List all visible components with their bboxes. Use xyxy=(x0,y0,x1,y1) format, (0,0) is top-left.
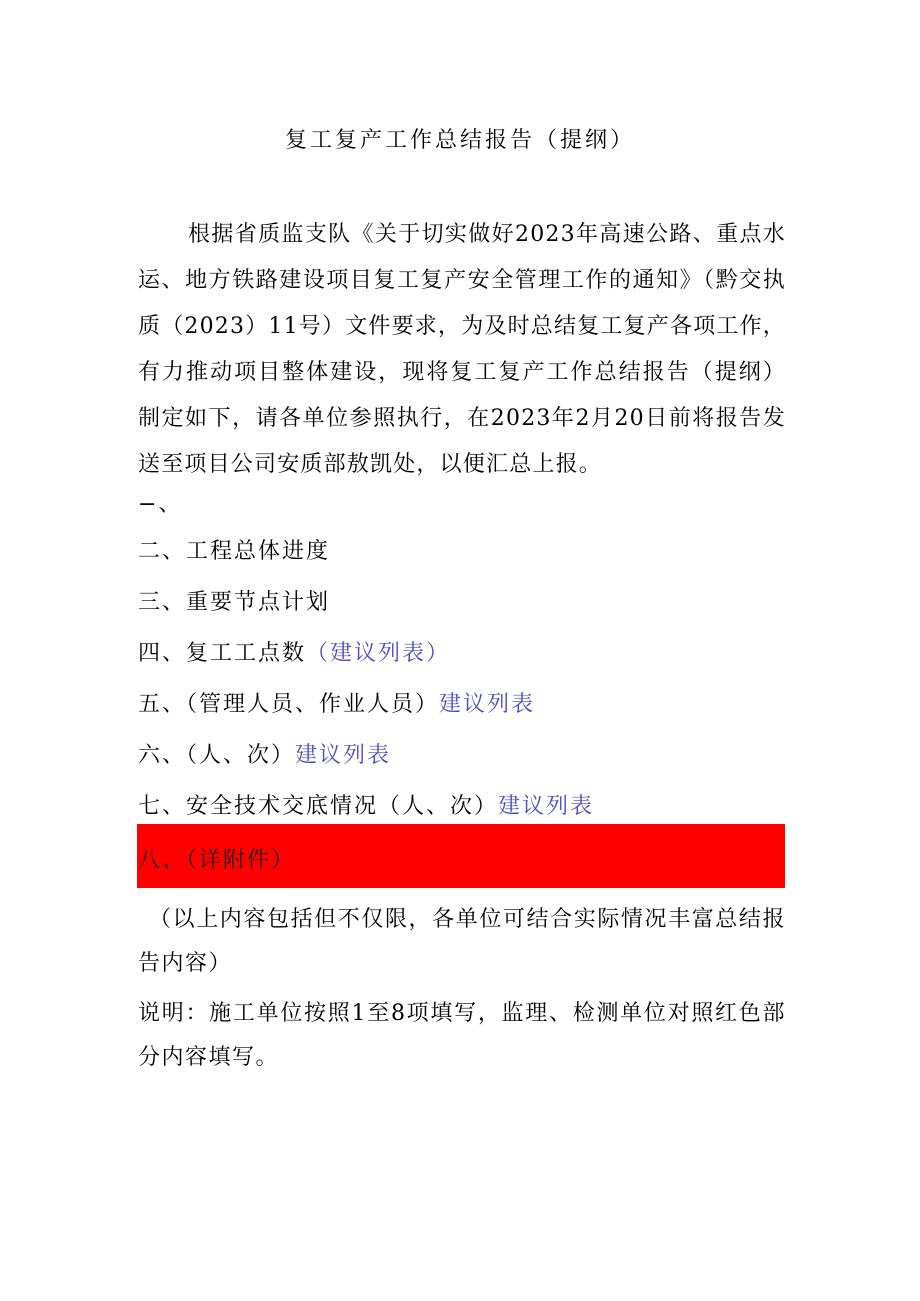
document-title: 复工复产工作总结报告（提纲） xyxy=(284,128,635,153)
outline-item-5-link[interactable]: 建议列表 xyxy=(439,692,536,717)
outline-item-3 xyxy=(138,586,330,620)
outline-item-6-link[interactable]: 建议列表 xyxy=(295,743,392,768)
outline-item-5 xyxy=(138,688,535,722)
outline-item-1-text: −、 xyxy=(138,492,183,517)
intro-paragraph: 根据省质监支队《关于切实做好2023年高速公路、重点水运、地方铁路建设项目复工复产安全管理工作的通知》（黔交执质（2023）11号）文件要求，为及时总结复工复产各项工作，有力推动项目整体建设，现将复工复产工作总结报告（提纲）制定如下，请各单位参照执行，在2023年2月20日前将报告发送至项目公司安质部敖凯处，以便汇总上报。 xyxy=(138,222,786,477)
outline-item-7-text: 七、安全技术交底情况（人、次） xyxy=(138,794,499,819)
outline-item-4-link[interactable]: （建议列表） xyxy=(306,641,451,666)
outline-item-2 xyxy=(138,535,330,569)
outline-item-7 xyxy=(138,790,594,824)
note-paragraph: （以上内容包括但不仅限，各单位可结合实际情况丰富总结报告内容） xyxy=(138,907,786,976)
highlight-band xyxy=(137,824,785,888)
outline-item-6 xyxy=(138,739,391,773)
outline-item-2-text: 二、工程总体进度 xyxy=(138,539,331,564)
outline-item-7-link[interactable]: 建议列表 xyxy=(498,794,595,819)
outline-item-4-text: 四、复工工点数 xyxy=(138,641,307,666)
outline-item-3-text: 三、重要节点计划 xyxy=(138,590,331,615)
outline-item-8-text: 八、（详附件） xyxy=(138,848,296,873)
outline-item-4 xyxy=(138,637,450,671)
explanation-paragraph: 说明：施工单位按照1至8项填写，监理、检测单位对照红色部分内容填写。 xyxy=(138,1001,786,1070)
outline-item-6-text: 六、（人、次） xyxy=(138,743,296,768)
outline-item-5-text: 五、（管理人员、作业人员） xyxy=(138,692,440,717)
outline-item-1 xyxy=(138,488,182,522)
